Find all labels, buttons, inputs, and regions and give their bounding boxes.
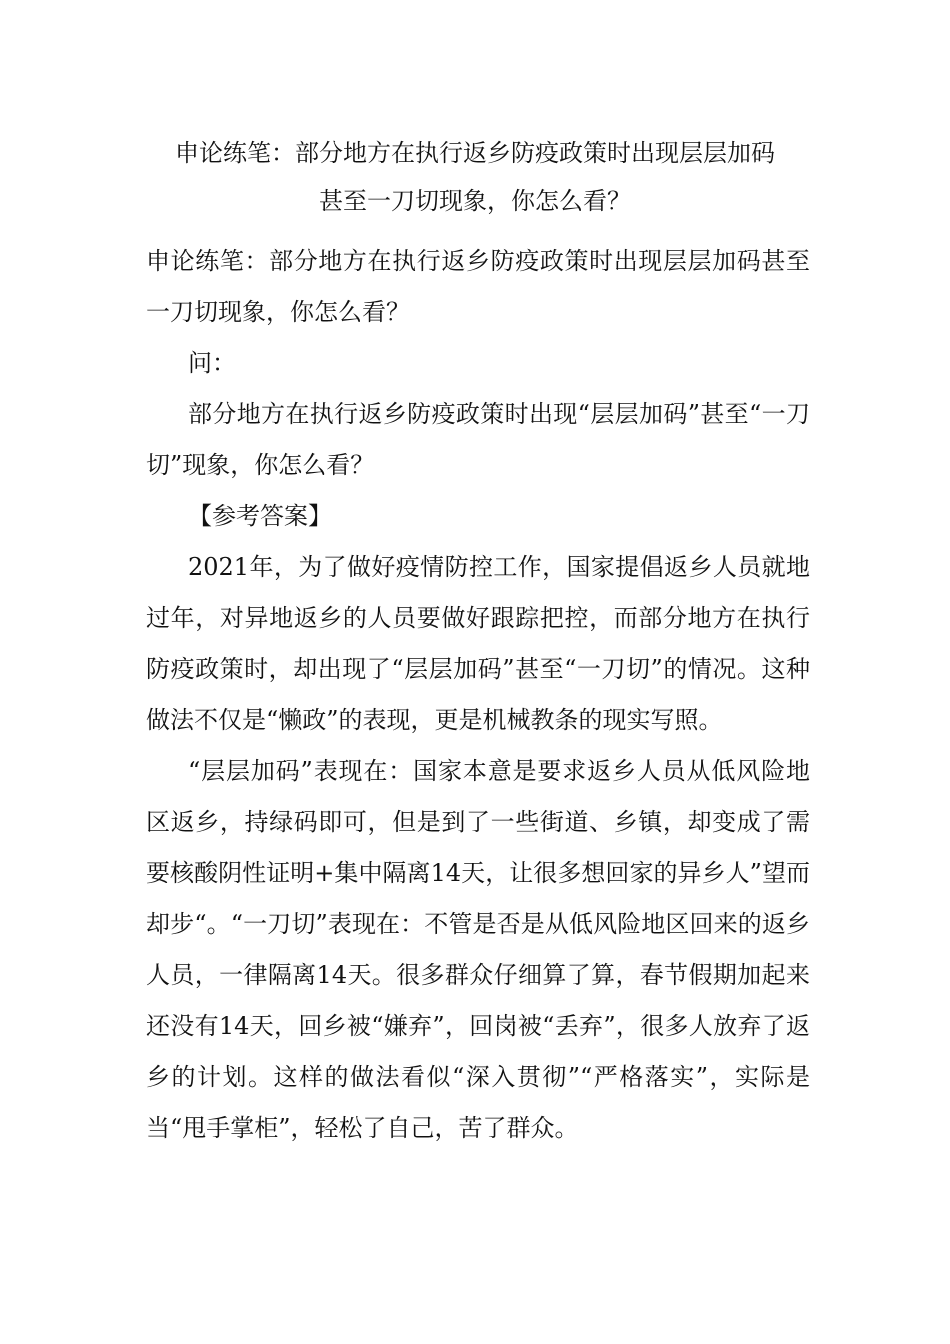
- answer-paragraph-1: 2021年，为了做好疫情防控工作，国家提倡返乡人员就地过年，对异地返乡的人员要做好跟踪把控，而部分地方在执行防疫政策时，却出现了“层层加码”甚至“一刀切”的情况。这种做法不仅是“懒政”的表现，更是机械教条的现实写照。: [146, 553, 810, 734]
- document-title-line-1: 申论练笔：部分地方在执行返乡防疫政策时出现层层加码: [175, 139, 775, 167]
- question-label: 问：: [188, 349, 236, 377]
- document-body: [146, 236, 810, 1154]
- answer-paragraph-2: “层层加码”表现在：国家本意是要求返乡人员从低风险地区返乡，持绿码即可，但是到了一些街道、乡镇，却变成了需要核酸阴性证明+集中隔离14天，让很多想回家的异乡人”望而却步“。“一刀切”表现在：不管是否是从低风险地区回来的返乡人员，一律隔离14天。很多群众仔细算了算，春节假期加起来还没有14天，回乡被“嫌弃”，回岗被“丢弃”，很多人放弃了返乡的计划。这样的做法看似“深入贯彻”“严格落实”，实际是当“甩手掌柜”，轻松了自己，苦了群众。: [146, 757, 810, 1142]
- document-title-line-2: 甚至一刀切现象，你怎么看？: [319, 187, 631, 215]
- answer-label: 【参考答案】: [188, 502, 332, 530]
- repeated-title: 申论练笔：部分地方在执行返乡防疫政策时出现层层加码甚至一刀切现象，你怎么看？: [146, 247, 810, 326]
- question-text: 部分地方在执行返乡防疫政策时出现“层层加码”甚至“一刀切”现象，你怎么看？: [146, 400, 810, 479]
